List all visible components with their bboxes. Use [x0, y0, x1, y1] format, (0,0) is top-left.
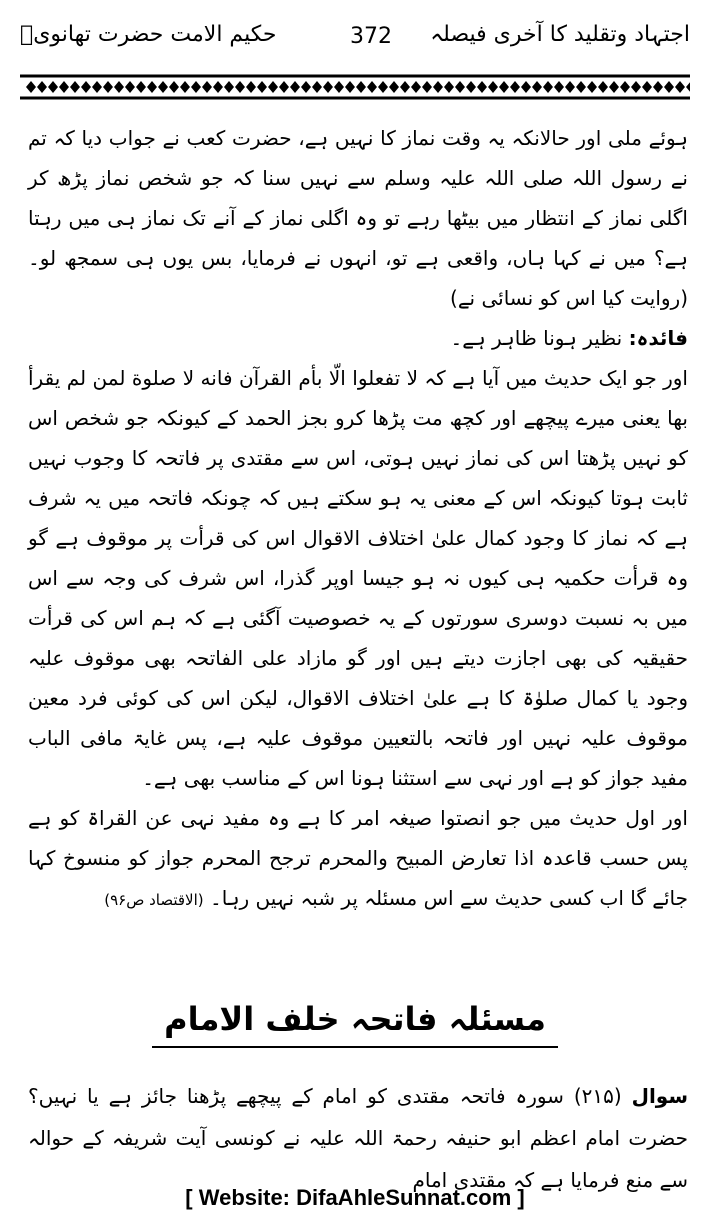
- divider-diamond: [554, 81, 564, 93]
- divider-diamond: [433, 81, 443, 93]
- divider-diamond: [389, 81, 399, 93]
- section-title: مسئلہ فاتحہ خلف الامام: [152, 1000, 558, 1048]
- paragraph: [28, 798, 688, 920]
- divider-diamond: [257, 81, 267, 93]
- divider-diamond: [653, 81, 663, 93]
- divider-diamond: [114, 81, 124, 93]
- divider-diamond: [488, 81, 498, 93]
- divider-diamond: [587, 81, 597, 93]
- divider-diamond: [246, 81, 256, 93]
- divider-diamond: [598, 81, 608, 93]
- divider-diamond: [323, 81, 333, 93]
- divider-diamond: [356, 81, 366, 93]
- divider-diamond: [477, 81, 487, 93]
- divider-diamond: [202, 81, 212, 93]
- divider-diamond: [664, 81, 674, 93]
- divider-diamond: [268, 81, 278, 93]
- divider-diamond: [411, 81, 421, 93]
- section-heading: [0, 1000, 710, 1038]
- divider-diamond: [125, 81, 135, 93]
- question-number: (۲۱۵): [573, 1084, 622, 1108]
- divider-diamond: [400, 81, 410, 93]
- divider-diamond: [169, 81, 179, 93]
- benefit-text: نظیر ہونا ظاہر ہے۔: [450, 326, 623, 350]
- divider-diamond: [213, 81, 223, 93]
- divider-diamond: [510, 81, 520, 93]
- paragraph: اور جو ایک حدیث میں آیا ہے کہ لا تفعلوا الّا بأم القرآن فانه لا صلوة لمن لم يقرأ بها یعنی میرے پیچھے اور کچھ مت پڑھا کرو بجز الحمد کے کیونکہ جو شخص اس کو نہیں پڑھتا اس کی نماز نہیں ہوتی، اس سے مقتدی پر فاتحہ کا وجوب نہیں ثابت ہوتا کیونکہ اس کے معنی یہ ہو سکتے ہیں کہ چونکہ فاتحہ میں یہ شرف ہے کہ نماز کا وجود کمال علیٰ اختلاف الاقوال اس کی قرأت پر موقوف ہے گو وہ قرأت حکمیہ ہی کیوں نہ ہو جیسا اوپر گذرا، اس شرف کی وجہ سے اس میں بہ نسبت دوسری سورتوں کے یہ خصوصیت آگئی ہے کہ ہم اس کی قرأت حقیقیہ کی بھی اجازت دیتے ہیں اور گو مازاد علی الفاتحہ بھی موقوف علیہ وجود یا کمال صلوٰۃ کا ہے علیٰ اختلاف الاقوال، لیکن اس کی کوئی فرد معین موقوف علیہ نہیں اور فاتحہ بالتعیین موقوف علیہ ہے، پس غایۃ مافی الباب مفید جواز کو ہے اور نہی سے استثنا ہونا اس کے مناسب بھی ہے۔: [28, 366, 688, 790]
- divider-diamond: [543, 81, 553, 93]
- divider-diamond: [147, 81, 157, 93]
- divider-diamond: [642, 81, 652, 93]
- benefit-label: فائدہ:: [628, 326, 688, 350]
- divider-diamond: [631, 81, 641, 93]
- chapter-title: اجتہاد وتقلید کا آخری فیصلہ: [430, 22, 690, 47]
- divider-diamond: [532, 81, 542, 93]
- divider-diamond: [334, 81, 344, 93]
- divider-diamond: [81, 81, 91, 93]
- divider-diamond: [59, 81, 69, 93]
- question-block: [28, 1075, 688, 1201]
- question-text: سورہ فاتحہ مقتدی کو امام کے پیچھے پڑھنا جائز ہے یا نہیں؟ حضرت امام اعظم ابو حنیفہ رحمۃ اللہ علیہ نے کونسی آیت شریفہ کے حوالہ سے منع فرمایا ہے کہ مقتدی امام: [28, 1084, 688, 1192]
- divider-diamond: [565, 81, 575, 93]
- header-divider: [20, 72, 690, 102]
- body-text: [28, 118, 688, 920]
- divider-diamond: [521, 81, 531, 93]
- divider-diamond: [180, 81, 190, 93]
- divider-diamond: [70, 81, 80, 93]
- divider-diamond: [455, 81, 465, 93]
- divider-diamond: [378, 81, 388, 93]
- divider-diamond: [136, 81, 146, 93]
- reference: (الاقتصاد ص۹۶): [104, 891, 204, 909]
- paragraph-text: اور اول حدیث میں جو انصتوا صیغہ امر کا ہے وہ مفید نہی عن القراۃ کو ہے پس حسب قاعدہ اذا تعارض المبیح والمحرم ترجح المحرم جواز کو منسوخ کہا جائے گا اب کسی حدیث سے اس مسئلہ پر شبہ نہیں رہا۔: [28, 806, 688, 910]
- divider-diamond: [367, 81, 377, 93]
- benefit-line: [28, 318, 688, 358]
- divider-diamond: [576, 81, 586, 93]
- divider-diamond: [191, 81, 201, 93]
- divider-diamond: [301, 81, 311, 93]
- paragraph: ہوئے ملی اور حالانکہ یہ وقت نماز کا نہیں ہے، حضرت کعب نے جواب دیا کہ تم نے رسول اللہ صلی اللہ علیہ وسلم سے نہیں سنا کہ جو شخص نماز پڑھ کر اگلی نماز کے انتظار میں بیٹھا رہے تو وہ اگلی نماز کے آنے تک نماز ہی میں رہتا ہے؟ میں نے کہا ہاں، واقعی ہے تو، انہوں نے فرمایا، بس یوں ہی سمجھ لو۔ (روایت کیا اس کو نسائی نے): [28, 126, 688, 310]
- divider-diamond: [279, 81, 289, 93]
- website-footer: [ Website: DifaAhleSunnat.com ]: [185, 1185, 525, 1210]
- page-number: 372: [350, 24, 392, 49]
- divider-diamond: [224, 81, 234, 93]
- divider-diamond: [620, 81, 630, 93]
- divider-diamond: [235, 81, 245, 93]
- divider-diamond: [37, 81, 47, 93]
- divider-diamond: [92, 81, 102, 93]
- divider-diamond: [103, 81, 113, 93]
- divider-diamond: [675, 81, 685, 93]
- divider-diamond: [609, 81, 619, 93]
- question-label: سوال: [631, 1084, 689, 1108]
- divider-diamond: [26, 81, 36, 93]
- divider-diamond: [48, 81, 58, 93]
- divider-diamond: [686, 81, 690, 93]
- page-header: [20, 10, 690, 60]
- divider-diamond: [158, 81, 168, 93]
- question-text-line: [28, 1075, 688, 1201]
- divider-diamond: [345, 81, 355, 93]
- divider-diamond: [499, 81, 509, 93]
- divider-diamond: [466, 81, 476, 93]
- divider-diamond: [444, 81, 454, 93]
- divider-diamond: [422, 81, 432, 93]
- divider-diamond: [312, 81, 322, 93]
- divider-diamond: [290, 81, 300, 93]
- author-title: حکیم الامت حضرت تھانویؒ: [20, 22, 277, 47]
